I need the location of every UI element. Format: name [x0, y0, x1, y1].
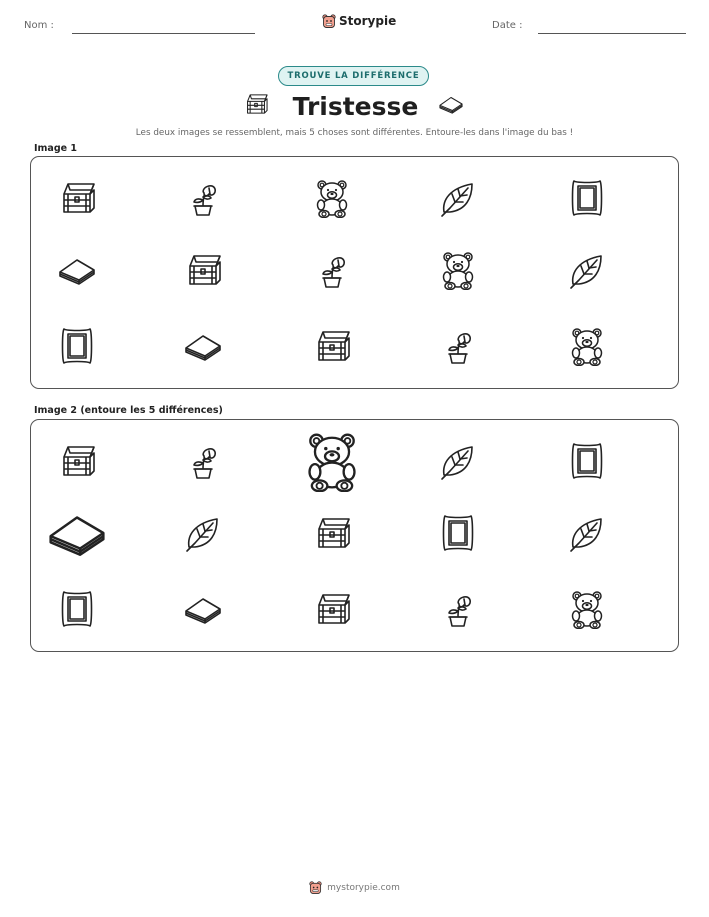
storypie-mascot-icon — [322, 13, 336, 29]
image2-flower-icon[interactable] — [183, 441, 223, 481]
image2-blanket-icon[interactable] — [183, 589, 223, 629]
image2-frame-icon[interactable] — [57, 589, 97, 629]
date-field-line[interactable] — [538, 33, 686, 34]
image1-frame-icon — [57, 326, 97, 366]
image2-leaf-icon[interactable] — [183, 513, 223, 553]
brand-name: Storypie — [339, 14, 397, 28]
image1-chest-icon — [57, 178, 97, 218]
image1-frame-icon — [567, 178, 607, 218]
image2-blanket-icon[interactable] — [46, 502, 108, 564]
image2-bear-icon[interactable] — [567, 589, 607, 629]
image1-blanket-icon — [57, 250, 97, 290]
image1-panel — [30, 156, 679, 389]
image2-leaf-icon[interactable] — [567, 513, 607, 553]
image1-flower-icon — [312, 250, 352, 290]
image1-bear-icon — [438, 250, 478, 290]
image2-chest-icon[interactable] — [312, 513, 352, 553]
title-row — [0, 91, 709, 121]
image1-flower-icon — [438, 326, 478, 366]
image2-frame-icon[interactable] — [567, 441, 607, 481]
image1-blanket-icon — [183, 326, 223, 366]
name-label: Nom : — [24, 20, 54, 31]
image2-leaf-icon[interactable] — [438, 441, 478, 481]
image2-frame-icon[interactable] — [438, 513, 478, 553]
image1-bear-icon — [312, 178, 352, 218]
image1-chest-icon — [312, 326, 352, 366]
image1-flower-icon — [183, 178, 223, 218]
date-label: Date : — [492, 20, 523, 31]
instructions: Les deux images se ressemblent, mais 5 choses sont différentes. Entoure-les dans l'image du bas ! — [135, 128, 574, 138]
image2-panel[interactable] — [30, 419, 679, 652]
storypie-mascot-icon — [309, 880, 322, 895]
image1-leaf-icon — [567, 250, 607, 290]
chest-icon — [243, 91, 269, 121]
image1-leaf-icon — [438, 178, 478, 218]
image2-bear-icon[interactable] — [301, 430, 363, 492]
image2-label: Image 2 (entoure les 5 différences) — [34, 405, 223, 416]
name-field-line[interactable] — [72, 33, 255, 34]
image2-flower-icon[interactable] — [438, 589, 478, 629]
image1-bear-icon — [567, 326, 607, 366]
footer — [0, 880, 709, 895]
brand-logo — [322, 13, 396, 29]
image2-chest-icon[interactable] — [57, 441, 97, 481]
image1-chest-icon — [183, 250, 223, 290]
image2-chest-icon[interactable] — [312, 589, 352, 629]
page-title: Tristesse — [292, 91, 419, 121]
footer-url[interactable]: mystorypie.com — [327, 882, 400, 893]
blanket-icon — [436, 91, 466, 121]
find-difference-badge: TROUVE LA DIFFÉRENCE — [278, 66, 429, 86]
image1-label: Image 1 — [34, 143, 78, 154]
